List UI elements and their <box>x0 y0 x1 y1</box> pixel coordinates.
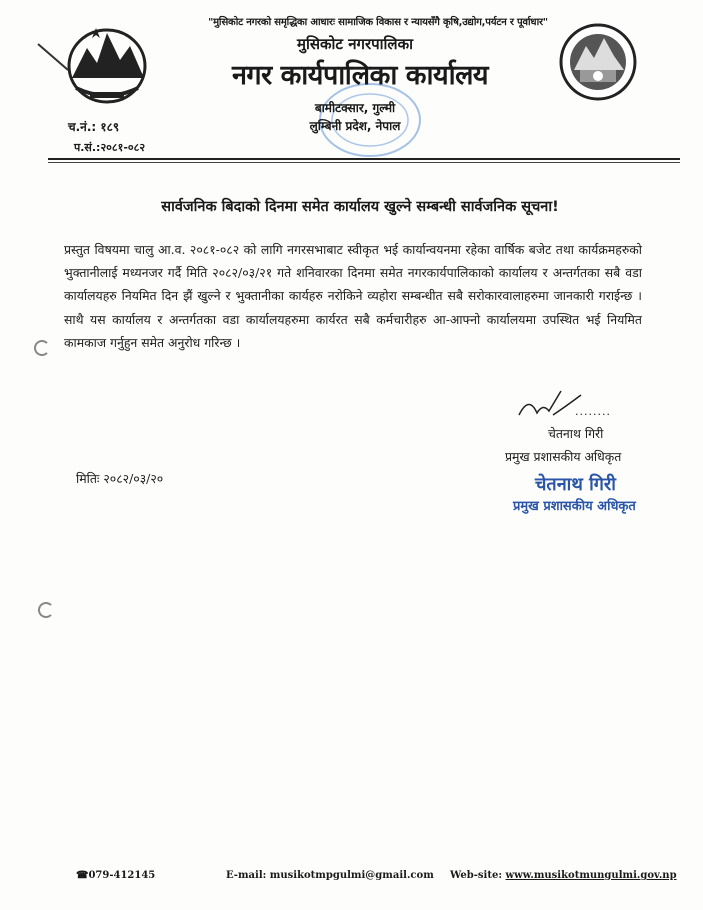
footer-email: E-mail: musikotmpgulmi@gmail.com <box>226 870 434 881</box>
office-title: नगर कार्यपालिका कार्यालय <box>231 60 489 91</box>
punch-hole <box>34 340 50 356</box>
header-tagline: "मुसिकोट नगरको समृद्धिका आधारः सामाजिक विकास र न्यायसँगै कृषि,उद्योग,पर्यटन र पूर्वाधार" <box>208 17 548 28</box>
footer-phone: ☎079-412145 <box>76 870 156 881</box>
signatory-name: चेतनाथ गिरी <box>548 426 604 441</box>
signature-dots: ........ <box>575 405 611 418</box>
stamp-name: चेतनाथ गिरी <box>535 474 616 495</box>
footer-website-label: Web-site: <box>450 870 506 881</box>
website-link[interactable]: www.musikotmungulmi.gov.np <box>505 870 677 881</box>
footer-website <box>450 870 677 881</box>
signatory-title: प्रमुख प्रशासकीय अधिकृत <box>505 449 622 464</box>
notice-body: प्रस्तुत विषयमा चालु आ.व. २०८१-०८२ को लागि नगरसभाबाट स्वीकृत भई कार्यान्वयनमा रहेका वार्षिक बजेट तथा कार्यक्रमहरुको भुक्तानीलाई मध्यनजर गर्दै मिति २०८२/०३/२१ गते शनिवारका दिनमा समेत नगरकार्यपालिकाको कार्यालय र अन्तर्गतका सबै वडा कार्यालयहरु नियमित दिन झैं खुल्ने र भुक्तानीका कार्यहरु नरोकिने व्यहोरा सम्बन्धीत सबै सरोकारवालाहरुमा जानकारी गराईन्छ । साथै यस कार्यालय र अन्तर्गतका वडा कार्यालयहरुमा कार्यरत सबै कर्मचारीहरु आ-आफ्नो कार्यालयमा उपस्थित भई नियमित कामकाज गर्नुहुन समेत अनुरोध गरिन्छ । <box>64 242 642 350</box>
punch-hole <box>38 602 54 618</box>
reference-number: च.नं.: १८९ <box>68 120 120 134</box>
municipality-name: मुसिकोट नगरपालिका <box>297 35 413 53</box>
header-rule <box>48 158 680 160</box>
notice-date: मितिः २०८२/०३/२० <box>76 471 164 486</box>
address-line-1: बामीटक्सार, गुल्मी <box>314 101 396 115</box>
header-rule-thin <box>48 162 680 163</box>
municipality-seal-icon <box>558 20 638 104</box>
stamp-title: प्रमुख प्रशासकीय अधिकृत <box>513 499 636 514</box>
address-line-2: लुम्बिनी प्रदेश, नेपाल <box>309 119 401 133</box>
fiscal-year: प.सं.:२०८१-०८२ <box>74 141 146 154</box>
notice-title: सार्वजनिक बिदाको दिनमा समेत कार्यालय खुल्ने सम्बन्धी सार्वजनिक सूचना! <box>161 199 559 215</box>
corner-mark-icon <box>36 40 76 80</box>
